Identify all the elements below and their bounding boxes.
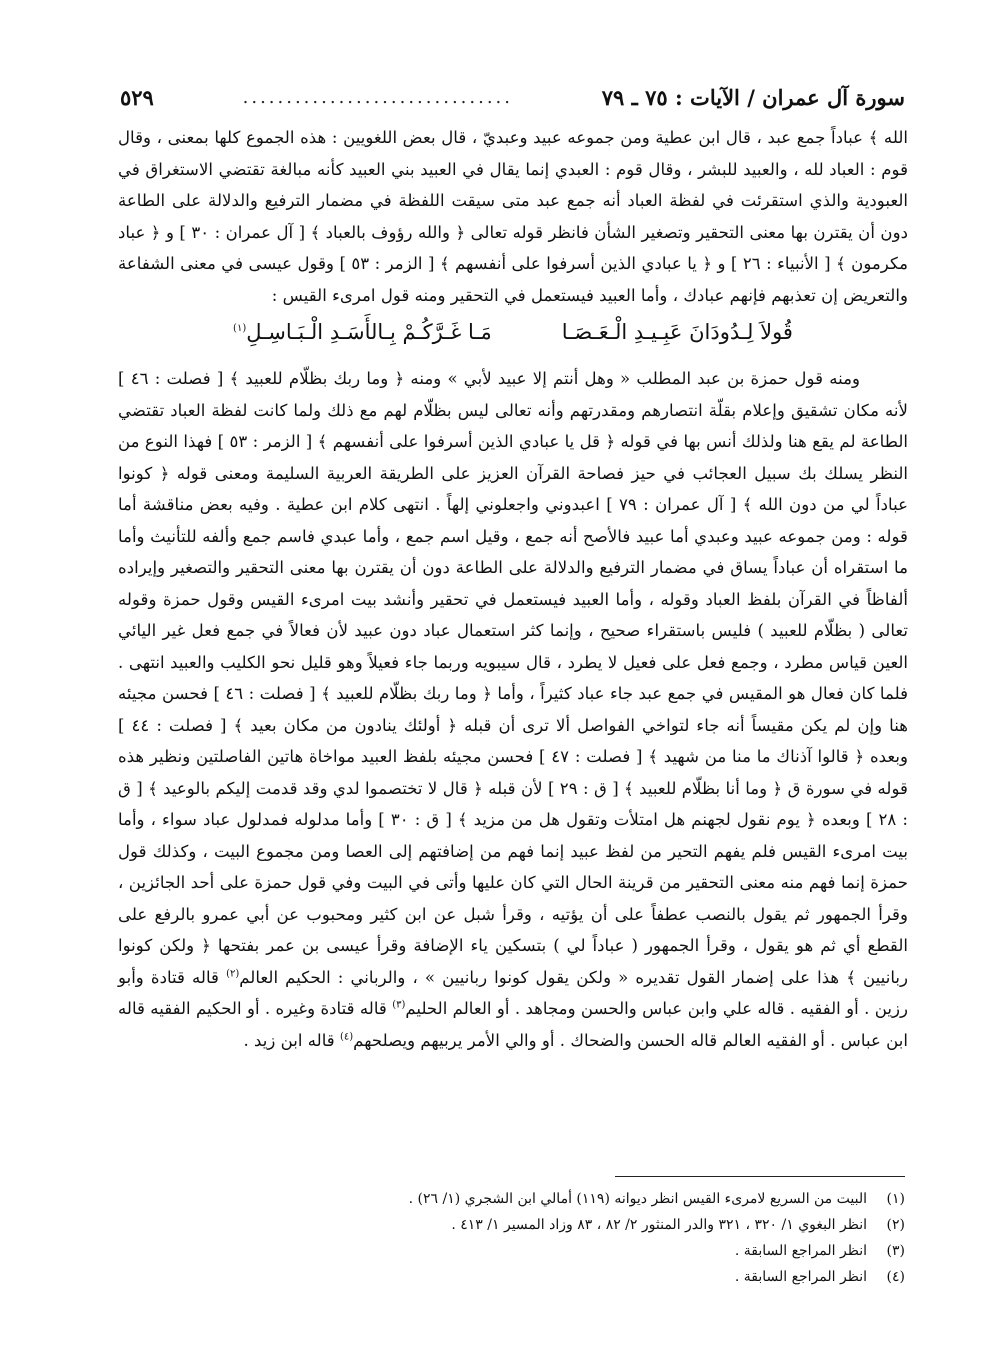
header-dot-leader: ............................... [242,86,513,108]
verse-first-hemistich: قُولاَ لِـدُودَانَ عَبِـيـدِ الْـعَـصَـا [561,320,793,344]
footnote-1 [120,1186,905,1212]
footnote-text: انظر البغوي ١/ ٣٢٠ ، ٣٢١ والدر المنثور ٢/ ٨٢ ، ٨٣ وزاد المسير ١/ ٤١٣ . [451,1217,867,1233]
page-number: ٥٢٩ [120,84,154,110]
footnote-ref-4: (٤) [339,1030,354,1042]
footnote-text: البيت من السريع لامرىء القيس انظر ديوانه (١١٩) أمالي ابن الشجري (١/ ٢٦) . [408,1191,867,1207]
verse-second-text: مَـا غَـرَّكُـمْ بِـالأَسَـدِ الْـبَـاسِـلِ [246,320,492,344]
paragraph-2-tail-b: قاله قتادة وغيره . أو الحكيم الفقيه قاله ابن عباس . أو الفقيه العالم قاله الحسن والضحاك . أو والي الأمر يربيهم ويصلحهم [118,999,908,1050]
footnote-ref-1: (١) [233,323,247,334]
footnote-ref-3: (٣) [392,999,406,1011]
footnote-number: (٣) [886,1243,905,1259]
header-title: سورة آل عمران / الآيات : ٧٥ ـ ٧٩ [601,84,905,110]
footnote-number: (٤) [886,1269,905,1285]
footnote-number: (٢) [886,1217,905,1233]
footnote-separator [615,1176,905,1177]
footnote-number: (١) [886,1191,905,1207]
running-header [120,80,905,114]
footnote-3 [120,1238,905,1264]
paragraph-2 [118,363,908,1056]
footnote-ref-2: (٢) [226,967,240,979]
paragraph-2-tail-c: قاله ابن زيد . [243,1030,335,1050]
poetry-verse [118,315,908,349]
footnotes [120,1186,905,1290]
footnote-text: انظر المراجع السابقة . [734,1243,867,1259]
main-text [118,122,908,1056]
footnote-text: انظر المراجع السابقة . [734,1269,867,1285]
footnote-2 [120,1212,905,1238]
paragraph-1: الله ﴾ عباداً جمع عبد ، قال ابن عطية ومن جموعه عبيد وعبديّ ، قال بعض اللغويين : هذه الجموع كلها بمعنى ، وقال قوم : العباد لله ، والعبيد للبشر ، وقال قوم : العبدي إنما يقال في العبيد بني العبيد كأنه مبالغة تقتضي الاستغراق في العبودية والذي استقرئت في لفظة العباد أنه جمع عبد متى سيقت اللفظة في مضمار الترفيع والدلالة على الطاعة دون أن يقترن بها معنى التحقير وتصغير الشأن فانظر قوله تعالى ﴿ والله رؤوف بالعباد ﴾ [ آل عمران : ٣٠ ] و ﴿ عباد مكرمون ﴾ [ الأنبياء : ٢٦ ] و ﴿ يا عبادي الذين أسرفوا على أنفسهم ﴾ [ الزمر : ٥٣ ] وقول عيسى في معنى الشفاعة والتعريض إن تعذبهم فإنهم عبادك ، وأما العبيد فيستعمل في التحقير ومنه قول امرىء القيس : [118,128,908,305]
paragraph-2-text: ومنه قول حمزة بن عبد المطلب « وهل أنتم إلا عبيد لأبي » ومنه ﴿ وما ربك بظلّام للعبيد ﴾ [ فصلت : ٤٦ ] لأنه مكان تشقيق وإعلام بقلّة انتصارهم ومقدرتهم وأنه تعالى ليس بظلّام لهم مع ذلك ولما كانت لفظة العباد تقتضي الطاعة لم يقع هنا ولذلك أنس بها في قوله ﴿ قل يا عبادي الذين أسرفوا على أنفسهم ﴾ [ الزمر : ٥٣ ] فهذا النوع من النظر يسلك بك سبيل العجائب في حيز فصاحة القرآن العزيز على الطريقة العربية السليمة ومعنى قوله ﴿ كونوا عباداً لي من دون الله ﴾ [ آل عمران : ٧٩ ] اعبدوني واجعلوني إلهاً . انتهى كلام ابن عطية . وفيه بعض مناقشة أما قوله : ومن جموعه عبيد وعبدي أما عبيد فالأصح أنه جمع ، وقيل اسم جمع ، وأما عبدي فاسم جمع وألفه للتأنيث وأما ما استقراه أن عباداً يساق في مضمار الترفيع والدلالة على الطاعة دون أن يقترن بها معنى التحقير والتصغير وإيراده ألفاظاً في القرآن بلفظ العباد وقوله ، وأما العبيد فيستعمل في تحقير وأنشد بيت امرىء القيس وقول حمزة وقوله تعالى ( بظلّام للعبيد ) فليس باستقراء صحيح ، وإنما كثر استعمال عباد دون عبيد لأن فعالاً في جمع فعل غير اليائي العين قياس مطرد ، وجمع فعل على فعيل لا يطرد ، قال سيبويه وربما جاء فعيلاً وهو قليل نحو الكليب والعبيد انتهى . فلما كان فعال هو المقيس في جمع عبد جاء عباد كثيراً ، وأما ﴿ وما ربك بظلّام للعبيد ﴾ [ فصلت : ٤٦ ] فحسن مجيئه هنا وإن لم يكن مقيساً أنه جاء لتواخي الفواصل ألا ترى أن قبله ﴿ أولئك ينادون من مكان بعيد ﴾ [ فصلت : ٤٤ ] وبعده ﴿ قالوا آذناك ما منا من شهيد ﴾ [ فصلت : ٤٧ ] فحسن مجيئه بلفظ العبيد مواخاة هاتين الفاصلتين ونظير هذه قوله في سورة ق ﴿ وما أنا بظلّام للعبيد ﴾ [ ق : ٢٩ ] لأن قبله ﴿ قال لا تختصموا لدي وقد قدمت إليكم بالوعيد ﴾ [ ق : ٢٨ ] وبعده ﴿ يوم نقول لجهنم هل امتلأت وتقول هل من مزيد ﴾ [ ق : ٣٠ ] وأما مدلوله فمدلول عباد سواء ، وأما بيت امرىء القيس فلم يفهم التحير من لفظ عبيد إنما فهم من إضافتهم إلى العصا ومن مجموع البيت ، وكذلك قول حمزة إنما فهم منه معنى التحقير من قرينة الحال التي كان عليها وأتى في البيت وفي قول حمزة على أحد الجائزين ، وقرأ الجمهور ثم يقول بالنصب عطفاً على أن يؤتيه ، وقرأ شبل عن ابن كثير ومحبوب عن أبي عمرو بالرفع على القطع أي ثم هو يقول ، وقرأ الجمهور ( عباداً لي ) بتسكين ياء الإضافة وقرأ عيسى بن عمر بفتحها ﴿ ولكن كونوا ربانيين ﴾ هذا على إضمار القول تقديره « ولكن يقول كونوا ربانيين » ، والرباني : الحكيم العالم [118,369,909,987]
verse-second-hemistich [233,315,492,349]
footnote-4 [120,1264,905,1290]
paragraph-2-tail-a: قاله قتادة وأبو رزين . أو الفقيه . قاله علي وابن عباس والحسن ومجاهد . أو العالم الحليم [118,967,909,1018]
